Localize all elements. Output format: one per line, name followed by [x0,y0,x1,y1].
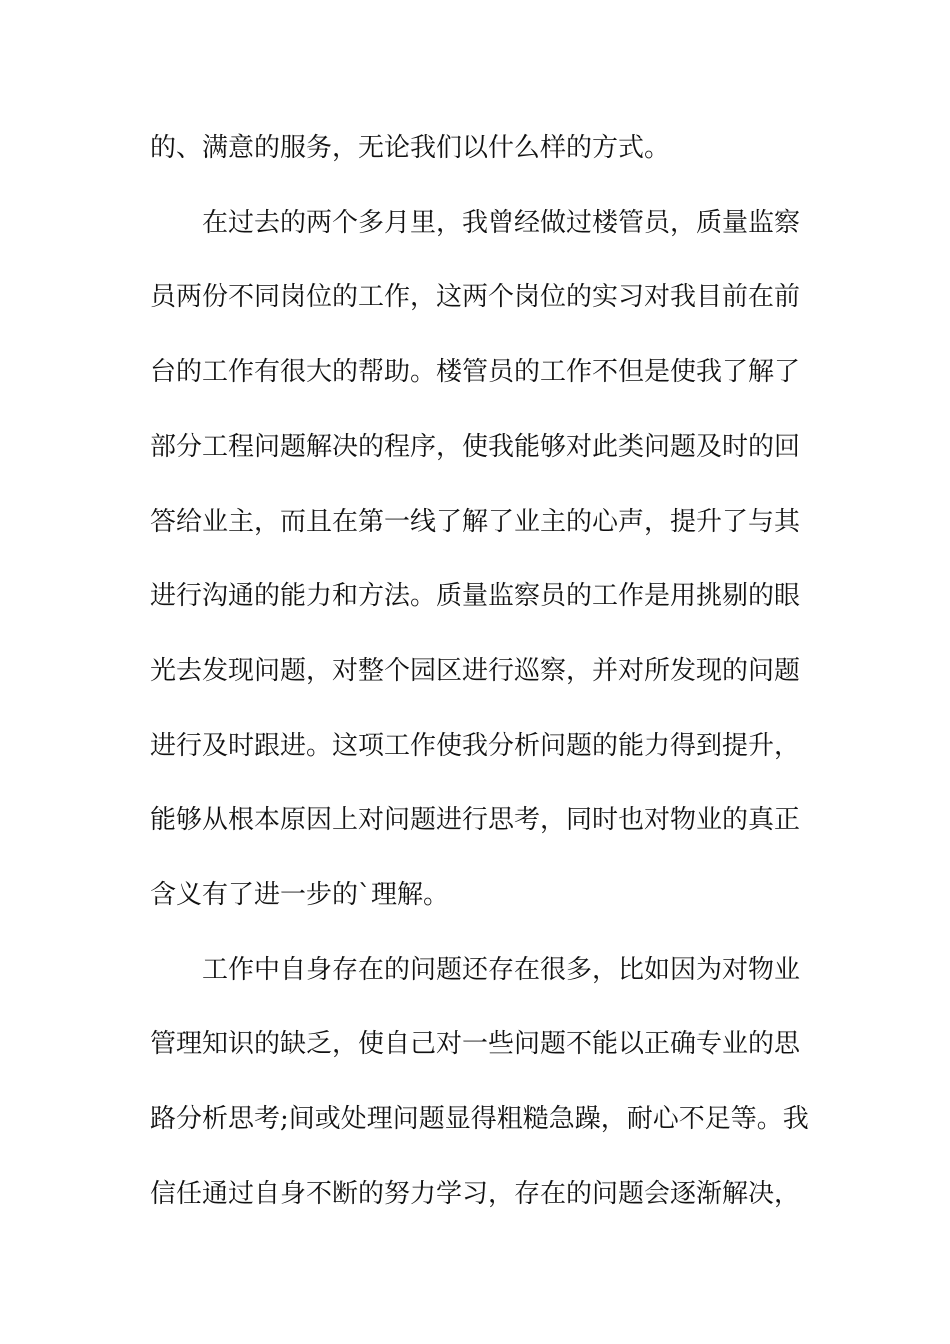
text-line: 信任通过自身不断的努力学习，存在的问题会逐渐解决， [150,1178,801,1209]
text-line: 路分析思考;间或处理问题显得粗糙急躁，耐心不足等。我 [150,1104,809,1135]
text-line: 部分工程问题解决的程序，使我能够对此类问题及时的回 [150,431,801,462]
text-line: 台的工作有很大的帮助。楼管员的工作不但是使我了解了 [150,357,801,388]
text-line: 管理知识的缺乏，使自己对一些问题不能以正确专业的思 [150,1029,801,1060]
text-line: 进行沟通的能力和方法。质量监察员的工作是用挑剔的眼 [150,581,801,612]
text-line: 答给业主，而且在第一线了解了业主的心声，提升了与其 [150,506,801,537]
text-line: 光去发现问题，对整个园区进行巡察，并对所发现的问题 [150,655,801,686]
text-line: 含义有了进一步的`理解。 [150,880,450,910]
text-line: 进行及时跟进。这项工作使我分析问题的能力得到提升， [150,730,801,761]
text-line: 能够从根本原因上对问题进行思考，同时也对物业的真正 [150,805,801,836]
text-line: 工作中自身存在的问题还存在很多，比如因为对物业 [202,954,801,985]
text-line: 在过去的两个多月里，我曾经做过楼管员，质量监察 [202,207,801,238]
text-line: 的、满意的服务，无论我们以什么样的方式。 [150,133,671,163]
text-line: 员两份不同岗位的工作，这两个岗位的实习对我目前在前 [150,282,801,313]
